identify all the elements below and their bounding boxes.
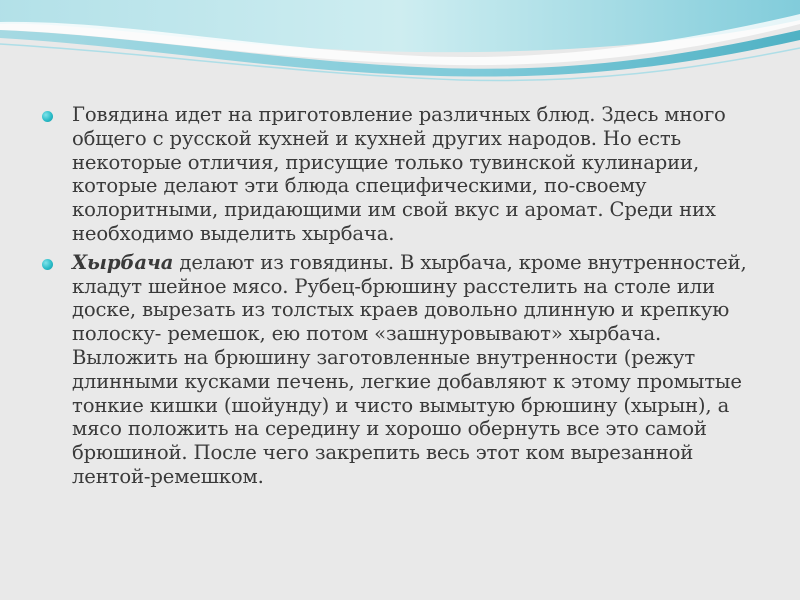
slide-body — [40, 103, 760, 489]
paragraph-text: делают из говядины. В хырбача, кроме внутренностей, кладут шейное мясо. Рубец-брюшину расстелить на столе или доске, вырезать из толстых краев довольно длинную и крепкую полоску- ремешок, ею потом «зашнуровывают» хырбача. Выложить на брюшину заготовленные внутренности (режут длинными кусками печень, легкие добавляют к этому промытые тонкие кишки (шойунду) и чисто вымытую брюшину (хырын), а мясо положить на середину и хорошо обернуть все это самой брюшиной. После чего закрепить весь этот ком вырезанной лентой-ремешком. — [72, 250, 747, 488]
highlighted-term: Хырбача — [72, 250, 174, 274]
paragraph-beef-dishes — [40, 103, 760, 246]
paragraph-khyrbacha — [40, 251, 760, 489]
paragraph-text: Говядина идет на приготовление различных блюд. Здесь много общего с русской кухней и кухней других народов. Но есть некоторые отличия, присущие только тувинской кулинарии, которые делают эти блюда специфическими, по-своему колоритными, придающими им свой вкус и аромат. Среди них необходимо выделить хырбача. — [72, 103, 726, 245]
bullet-icon — [42, 111, 53, 122]
bullet-icon — [42, 259, 53, 270]
header-wave-decoration — [0, 0, 800, 90]
